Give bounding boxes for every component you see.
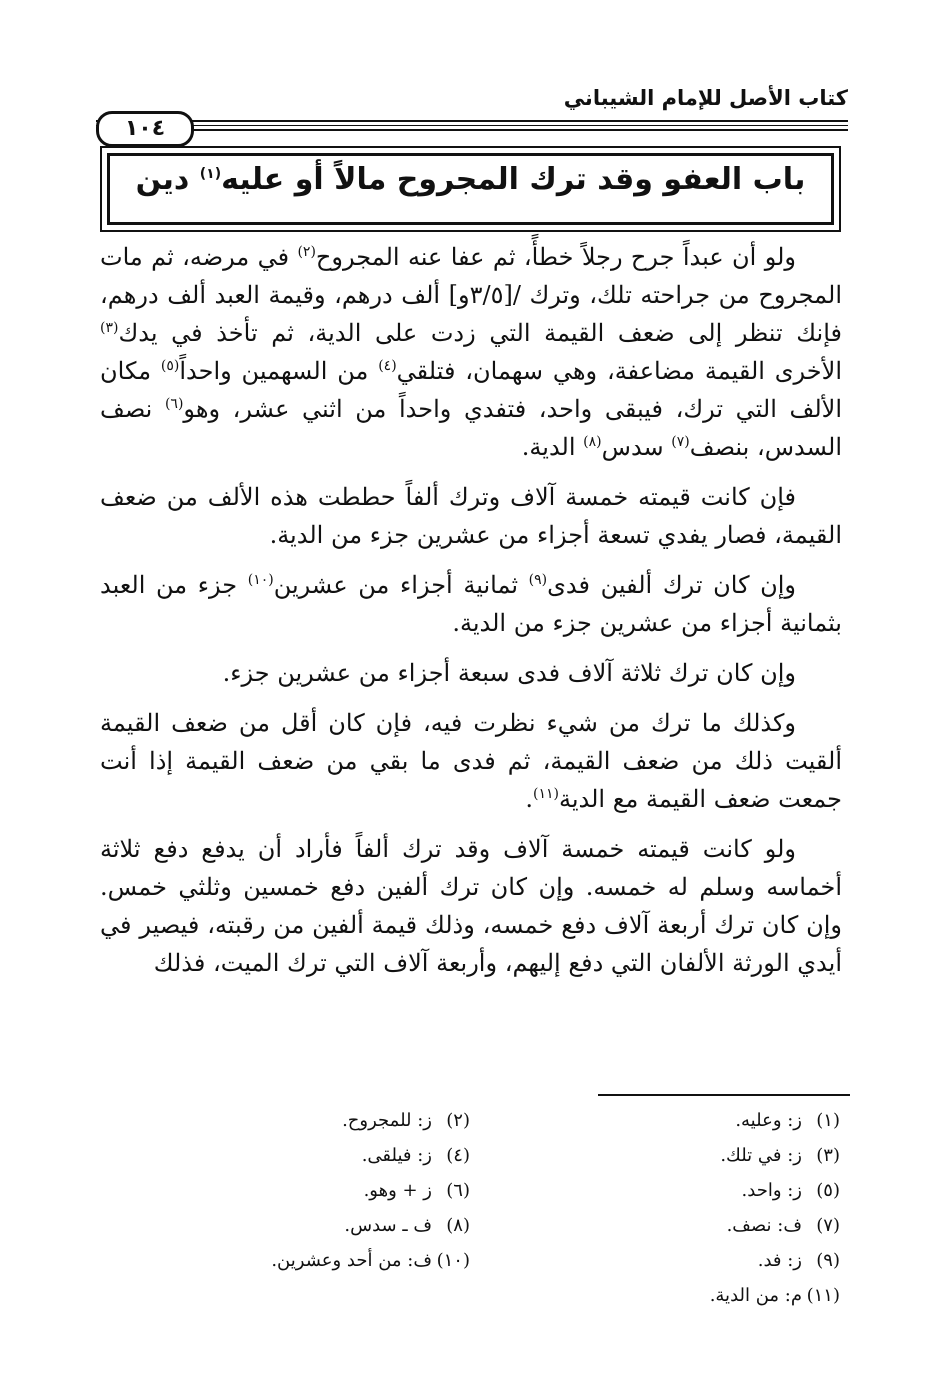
paragraph-text: سدس — [601, 433, 672, 461]
footnote-number: (٤) — [446, 1145, 470, 1166]
footnote-number: (١٠) — [436, 1250, 470, 1271]
book-title: كتاب الأصل للإمام الشيباني — [563, 86, 848, 110]
header-rule-thin — [96, 125, 848, 126]
footnote-text: ف: نصف. — [726, 1215, 802, 1236]
paragraph-text: في مرضه، ثم مات المجروح من جراحته تلك، وترك /[٣/٥و] ألف درهم، وقيمة العبد ألف درهم، فإنك تنظر إلى ضعف القيمة التي زدت على الدية، ثم تأخذ في يدك — [100, 243, 842, 347]
paragraph-text: وإن كان ترك ثلاثة آلاف فدى سبعة أجزاء من عشرين جزء. — [222, 659, 796, 687]
footnote — [710, 1285, 840, 1306]
chapter-title-main: باب العفو وقد ترك المجروح مالاً أو عليه — [221, 162, 806, 197]
footnote-number: (٣) — [816, 1145, 840, 1166]
paragraph-text: جزء من العبد بثمانية أجزاء من عشرين جزء من الدية. — [100, 571, 842, 637]
paragraph-text: وكذلك ما ترك من شيء نظرت فيه، فإن كان أقل من ضعف القيمة ألقيت ذلك من ضعف القيمة، ثم فدى ما بقي من ضعف القيمة إذا أنت جمعت ضعف القيمة مع الدية — [100, 709, 842, 813]
paragraph-text: وإن كان ترك ألفين فدى — [547, 571, 797, 599]
chapter-title — [102, 162, 839, 197]
footnote-marker: (٥) — [160, 358, 180, 374]
paragraph-text: . — [525, 785, 533, 813]
footnote-number: (٨) — [446, 1215, 470, 1236]
paragraph — [100, 654, 842, 692]
footnote — [364, 1180, 470, 1201]
paragraph-text: ولو كانت قيمته خمسة آلاف وقد ترك ألفاً فأراد أن يدفع دفع ثلاثة أخماسه وسلم له خمسه. وإن كان ترك ألفين دفع خمسين وثلثي خمس. وإن كان ترك أربعة آلاف دفع خمسه، وذلك قيمة ألفين من رقبته، فيصير في أيدي الورثة الألفان التي دفع إليهم، وأربعة آلاف التي ترك الميت، فذلك — [100, 835, 842, 977]
footnote-text: ز: وعليه. — [735, 1110, 802, 1131]
page-header — [96, 76, 848, 146]
footnote-text: ز: في تلك. — [720, 1145, 802, 1166]
footnote — [742, 1180, 840, 1201]
footnote-marker: (٩) — [528, 572, 548, 588]
footnote-number: (٦) — [446, 1180, 470, 1201]
footnote-text: ز: فد. — [757, 1250, 802, 1271]
footnote-number: (٥) — [816, 1180, 840, 1201]
footnote-marker: (١١) — [532, 786, 559, 802]
footnote-text: ز: للمجروح. — [342, 1110, 432, 1131]
chapter-title-tail: دين — [135, 162, 200, 197]
paragraph — [100, 704, 842, 818]
page-number: ١٠٤ — [96, 111, 194, 147]
chapter-title-frame — [100, 146, 841, 232]
footnote — [344, 1215, 470, 1236]
paragraph — [100, 478, 842, 554]
footnote-text: ز + وهو. — [363, 1180, 432, 1201]
footnote-text: م: من الدية. — [709, 1285, 802, 1306]
paragraph-text: الدية. — [521, 433, 584, 461]
paragraph-text: مكان الألف التي ترك، فيبقى واحد، فتفدي واحداً من اثني عشر، وهو — [100, 357, 842, 423]
footnote-text: ف ـ سدس. — [344, 1215, 432, 1236]
footnote-number: (٧) — [816, 1215, 840, 1236]
footnote-marker: (٨) — [583, 434, 602, 450]
paragraph-text: الأخرى القيمة مضاعفة، وهي سهمان، فتلقي — [396, 357, 842, 385]
footnote-marker: (٧) — [671, 434, 690, 450]
header-rule-bottom — [96, 129, 848, 131]
paragraph — [100, 238, 842, 466]
paragraph-text: فإن كانت قيمته خمسة آلاف وترك ألفاً حططت هذه الألف من ضعف القيمة، فصار يفدي تسعة أجزاء من عشرين جزء من الدية. — [100, 483, 842, 549]
header-rule — [96, 120, 848, 122]
footnote — [727, 1215, 840, 1236]
paragraph — [100, 566, 842, 642]
footnote-text: ز: فيلقى. — [361, 1145, 432, 1166]
footnote — [758, 1250, 840, 1271]
footnote-marker: (١) — [199, 166, 222, 182]
paragraph-text: ولو أن عبداً جرح رجلاً خطأً، ثم عفا عنه المجروح — [315, 243, 797, 271]
footnote-number: (١١) — [806, 1285, 840, 1306]
footnote — [735, 1110, 840, 1131]
footnote-marker: (١٠) — [247, 572, 274, 588]
paragraph-text: من السهمين واحداً — [179, 357, 379, 385]
footnote-marker: (٦) — [164, 396, 184, 412]
footnote — [720, 1145, 840, 1166]
footnotes — [100, 1110, 840, 1330]
footnote-text: ز: واحد. — [741, 1180, 802, 1201]
footnote — [362, 1145, 470, 1166]
paragraph — [100, 830, 842, 982]
paragraph-text: ثمانية أجزاء من عشرين — [273, 571, 529, 599]
footnote — [271, 1250, 470, 1271]
footnote-marker: (٤) — [378, 358, 397, 374]
footnote-text: ف: من أحد وعشرين. — [271, 1250, 432, 1271]
body-text — [100, 238, 842, 994]
footnote-marker: (٣) — [100, 320, 119, 336]
footnote-separator — [598, 1094, 850, 1096]
footnote-number: (١) — [816, 1110, 840, 1131]
paragraph-text: نصف السدس، بنصف — [100, 395, 842, 461]
footnote-number: (٢) — [446, 1110, 470, 1131]
footnote-marker: (٢) — [297, 244, 316, 260]
footnote-number: (٩) — [816, 1250, 840, 1271]
footnote — [342, 1110, 470, 1131]
